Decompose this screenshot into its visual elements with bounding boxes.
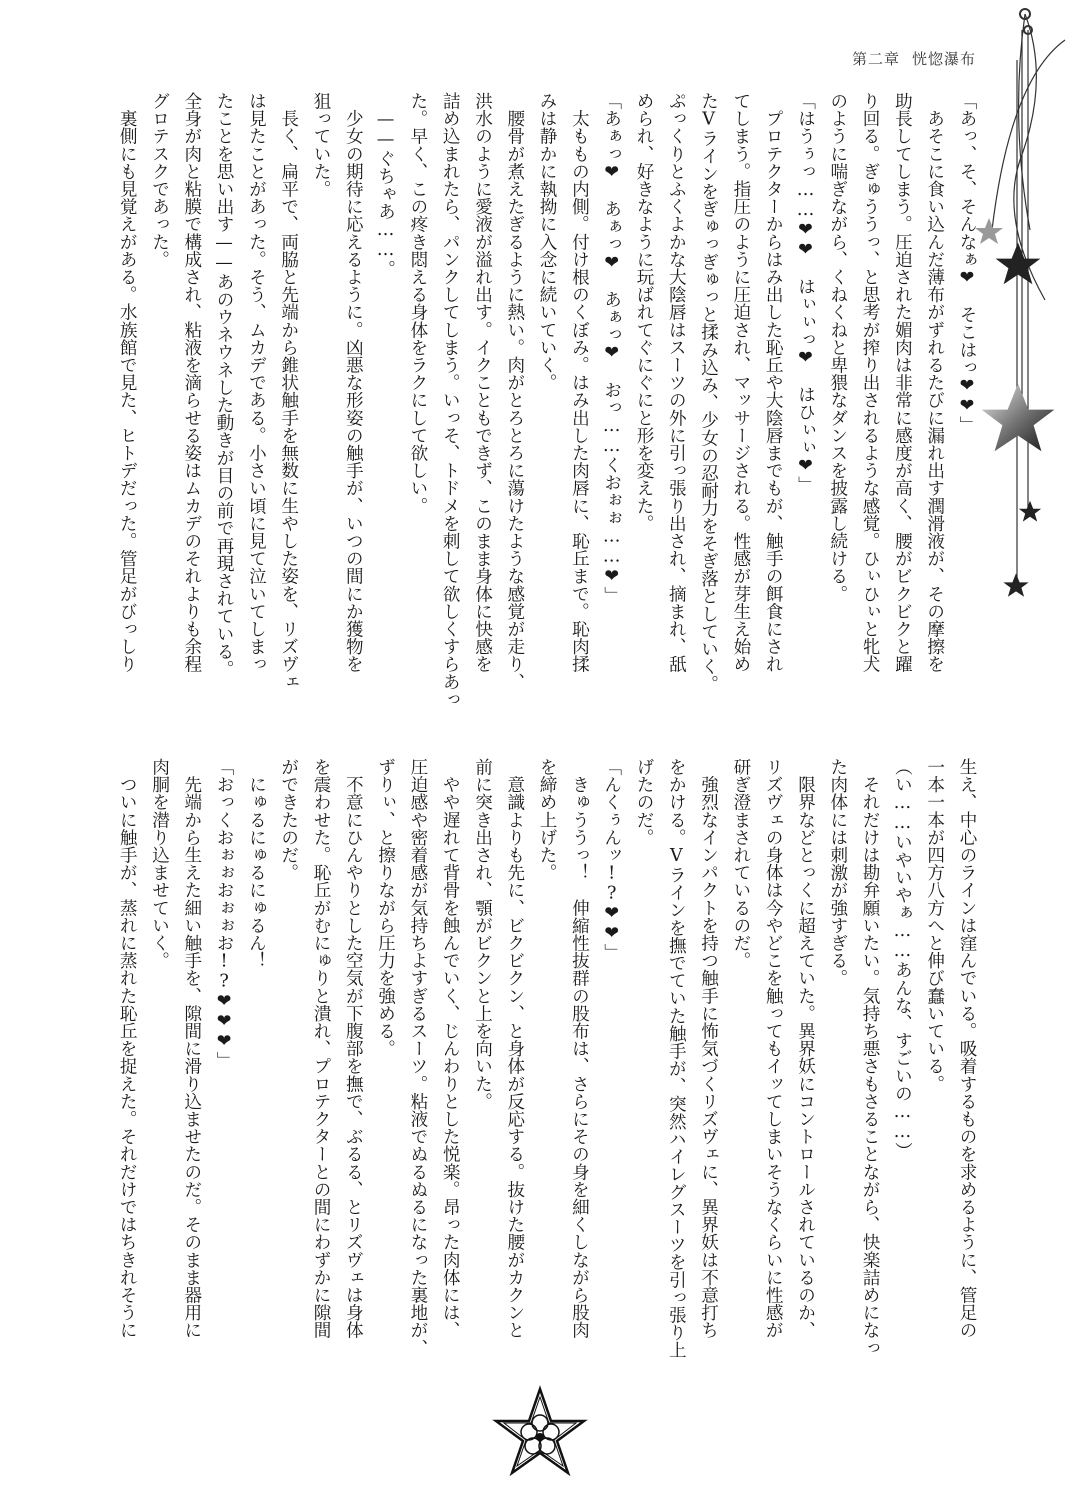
text-column: をかける。Vラインを撫でていた触手が、突然ハイレグスーツを引っ張り上	[666, 758, 687, 1359]
text-column: たVラインをぎゅっぎゅっと揉み込み、少女の忍耐力をそぎ落としていく。	[698, 92, 719, 693]
text-column: にゅるにゅるにゅるん！	[246, 758, 267, 970]
text-column: やや遅れて背骨を蝕んでいく、じんわりとした悦楽。昂った肉体には、	[440, 758, 461, 1339]
text-column: 全身が肉と粘膜で構成され、粘液を滴らせる姿はムカデのそれよりも余程	[181, 92, 202, 673]
text-column: てしまう。指圧のように圧迫され、マッサージされる。性感が芽生え始め	[730, 92, 751, 673]
text-block-top	[0, 92, 1080, 732]
text-column: 少女の期待に応えるように。凶悪な形姿の触手が、いつの間にか獲物を	[343, 92, 364, 673]
text-column: を震わせた。恥丘がむにゅりと潰れ、プロテクターとの間にわずかに隙間	[311, 758, 331, 1339]
text-column: プロテクターからはみ出した恥丘や大陰唇までもが、触手の餌食にされ	[763, 92, 784, 673]
text-column: た肉体には刺激が強すぎる。	[827, 758, 848, 987]
text-column: は見たことがあった。そう、ムカデである。小さい頃に見て泣いてしまっ	[246, 92, 267, 673]
text-column: 「あぁっ❤ あぁっ❤ あぁっ❤ おっ……くおぉぉ……❤」	[601, 92, 622, 604]
text-column: げたのだ。	[634, 758, 654, 846]
text-column: 一本一本が四方八方へと伸び蠢いている。	[924, 758, 945, 1093]
text-column: ついに触手が、蒸れに蒸れた恥丘を捉えた。それだけではちきれそうに	[117, 758, 138, 1339]
text-column: あそこに食い込んだ薄布がずれるたびに漏れ出す潤滑液が、その摩擦を	[924, 92, 945, 673]
text-column: ができたのだ。	[278, 758, 299, 882]
running-header	[840, 48, 976, 69]
text-column: 裏側にも見覚えがある。水族館で見た、ヒトデだった。管足がびっしり	[117, 92, 138, 673]
text-column: きゅううっ！ 伸縮性抜群の股布は、さらにその身を細くしながら股肉	[569, 758, 590, 1339]
text-column: 太ももの内側。付け根のくぼみ。はみ出した肉唇に、恥丘まで。恥肉揉	[569, 92, 590, 673]
text-column: 研ぎ澄まされているのだ。	[730, 758, 751, 970]
text-column: 「はうぅっ……❤❤ はぃぃっ❤ はひぃぃ❤」	[795, 92, 816, 494]
chapter-title: 恍惚瀑布	[911, 50, 976, 68]
text-column: ぷっくりとふくよかな大陰唇はスーツの外に引っ張り出され、摘まれ、舐	[666, 92, 687, 673]
text-column: 狙っていた。	[311, 92, 331, 198]
text-column: ずりぃ、と擦りながら圧力を強める。	[375, 758, 396, 1058]
text-column: 詰め込まれたら、パンクしてしまう。いっそ、トドメを刺して欲しくすらあっ	[440, 92, 461, 708]
text-column: 先端から生えた細い触手を、隙間に滑り込ませたのだ。そのまま器用に	[181, 758, 202, 1339]
text-column: を締め上げた。	[537, 758, 558, 882]
text-column: められ、好きなように玩ばれてぐにぐにと形を変えた。	[634, 92, 654, 532]
text-column: リズヴェの身体は今やどこを触ってもイッてしまいそうなくらいに性感が	[763, 758, 784, 1339]
star-flower-ornament	[490, 1385, 590, 1480]
chapter-number: 第二章	[851, 50, 900, 68]
text-column: 助長してしまう。圧迫された媚肉は非常に感度が高く、腰がビクビクと躍	[892, 92, 913, 673]
text-column: 前に突き出され、顎がビクンと上を向いた。	[472, 758, 493, 1110]
text-column: 生え、中心のラインは窪んでいる。吸着するものを求めるように、管足の	[957, 758, 977, 1339]
text-column: 長く、扁平で、両脇と先端から錐状触手を無数に生やした姿を、リズヴェ	[278, 92, 299, 691]
text-column: グロテスクであった。	[149, 92, 170, 268]
text-column: 限界などとっくに超えていた。異界妖にコントロールされているのか、	[795, 758, 816, 1339]
text-column: 「あっ、そ、そんなぁ❤ そこはっ❤❤」	[957, 92, 977, 434]
text-column: 「んくぅんッ!?❤❤」	[601, 758, 622, 962]
text-column: 「おっくおぉぉおぉぉお!?❤❤❤」	[214, 758, 235, 1070]
text-column: ——ぐちゃあ……。	[375, 92, 396, 278]
text-column: 腰骨が煮えたぎるように熱い。肉がとろとろに蕩けたような感覚が走り、	[504, 92, 525, 691]
text-block-bottom	[0, 758, 1080, 1398]
text-column: 洪水のように愛液が溢れ出す。イクこともできず、このまま身体に快感を	[472, 92, 493, 673]
text-column: 不意にひんやりとした空気が下腹部を撫で、ぶるる、とリズヴェは身体	[343, 758, 364, 1339]
text-column: 意識よりも先に、ビクビクン、と身体が反応する。抜けた腰がカクンと	[504, 758, 525, 1339]
text-column: のように喘ぎながら、くねくねと卑猥なダンスを披露し続ける。	[827, 92, 848, 603]
text-column: 圧迫感や密着感が気持ちよすぎるスーツ。粘液でぬるぬるになった裏地が、	[407, 758, 428, 1357]
text-column: た。早く、この疼き悶える身体をラクにして欲しい。	[407, 92, 428, 515]
text-column: （い……いやいやぁ……あんな、すごいの……）	[892, 758, 913, 1160]
text-column: たことを思い出す——あのウネウネした動きが目の前で再現されている。	[214, 92, 235, 678]
text-column: 肉胴を潜り込ませていく。	[149, 758, 170, 970]
text-column: り回る。ぎゅううっ、と思考が搾り出されるような感覚。ひぃひぃと牝犬	[860, 92, 881, 673]
text-column: みは静かに執拗に入念に続いていく。	[537, 92, 558, 392]
text-column: それだけは勘弁願いたい。気持ち悪さもさることながら、快楽詰めになっ	[860, 758, 881, 1357]
text-column: 強烈なインパクトを持つ触手に怖気づくリズヴェに、異界妖は不意打ち	[698, 758, 719, 1339]
